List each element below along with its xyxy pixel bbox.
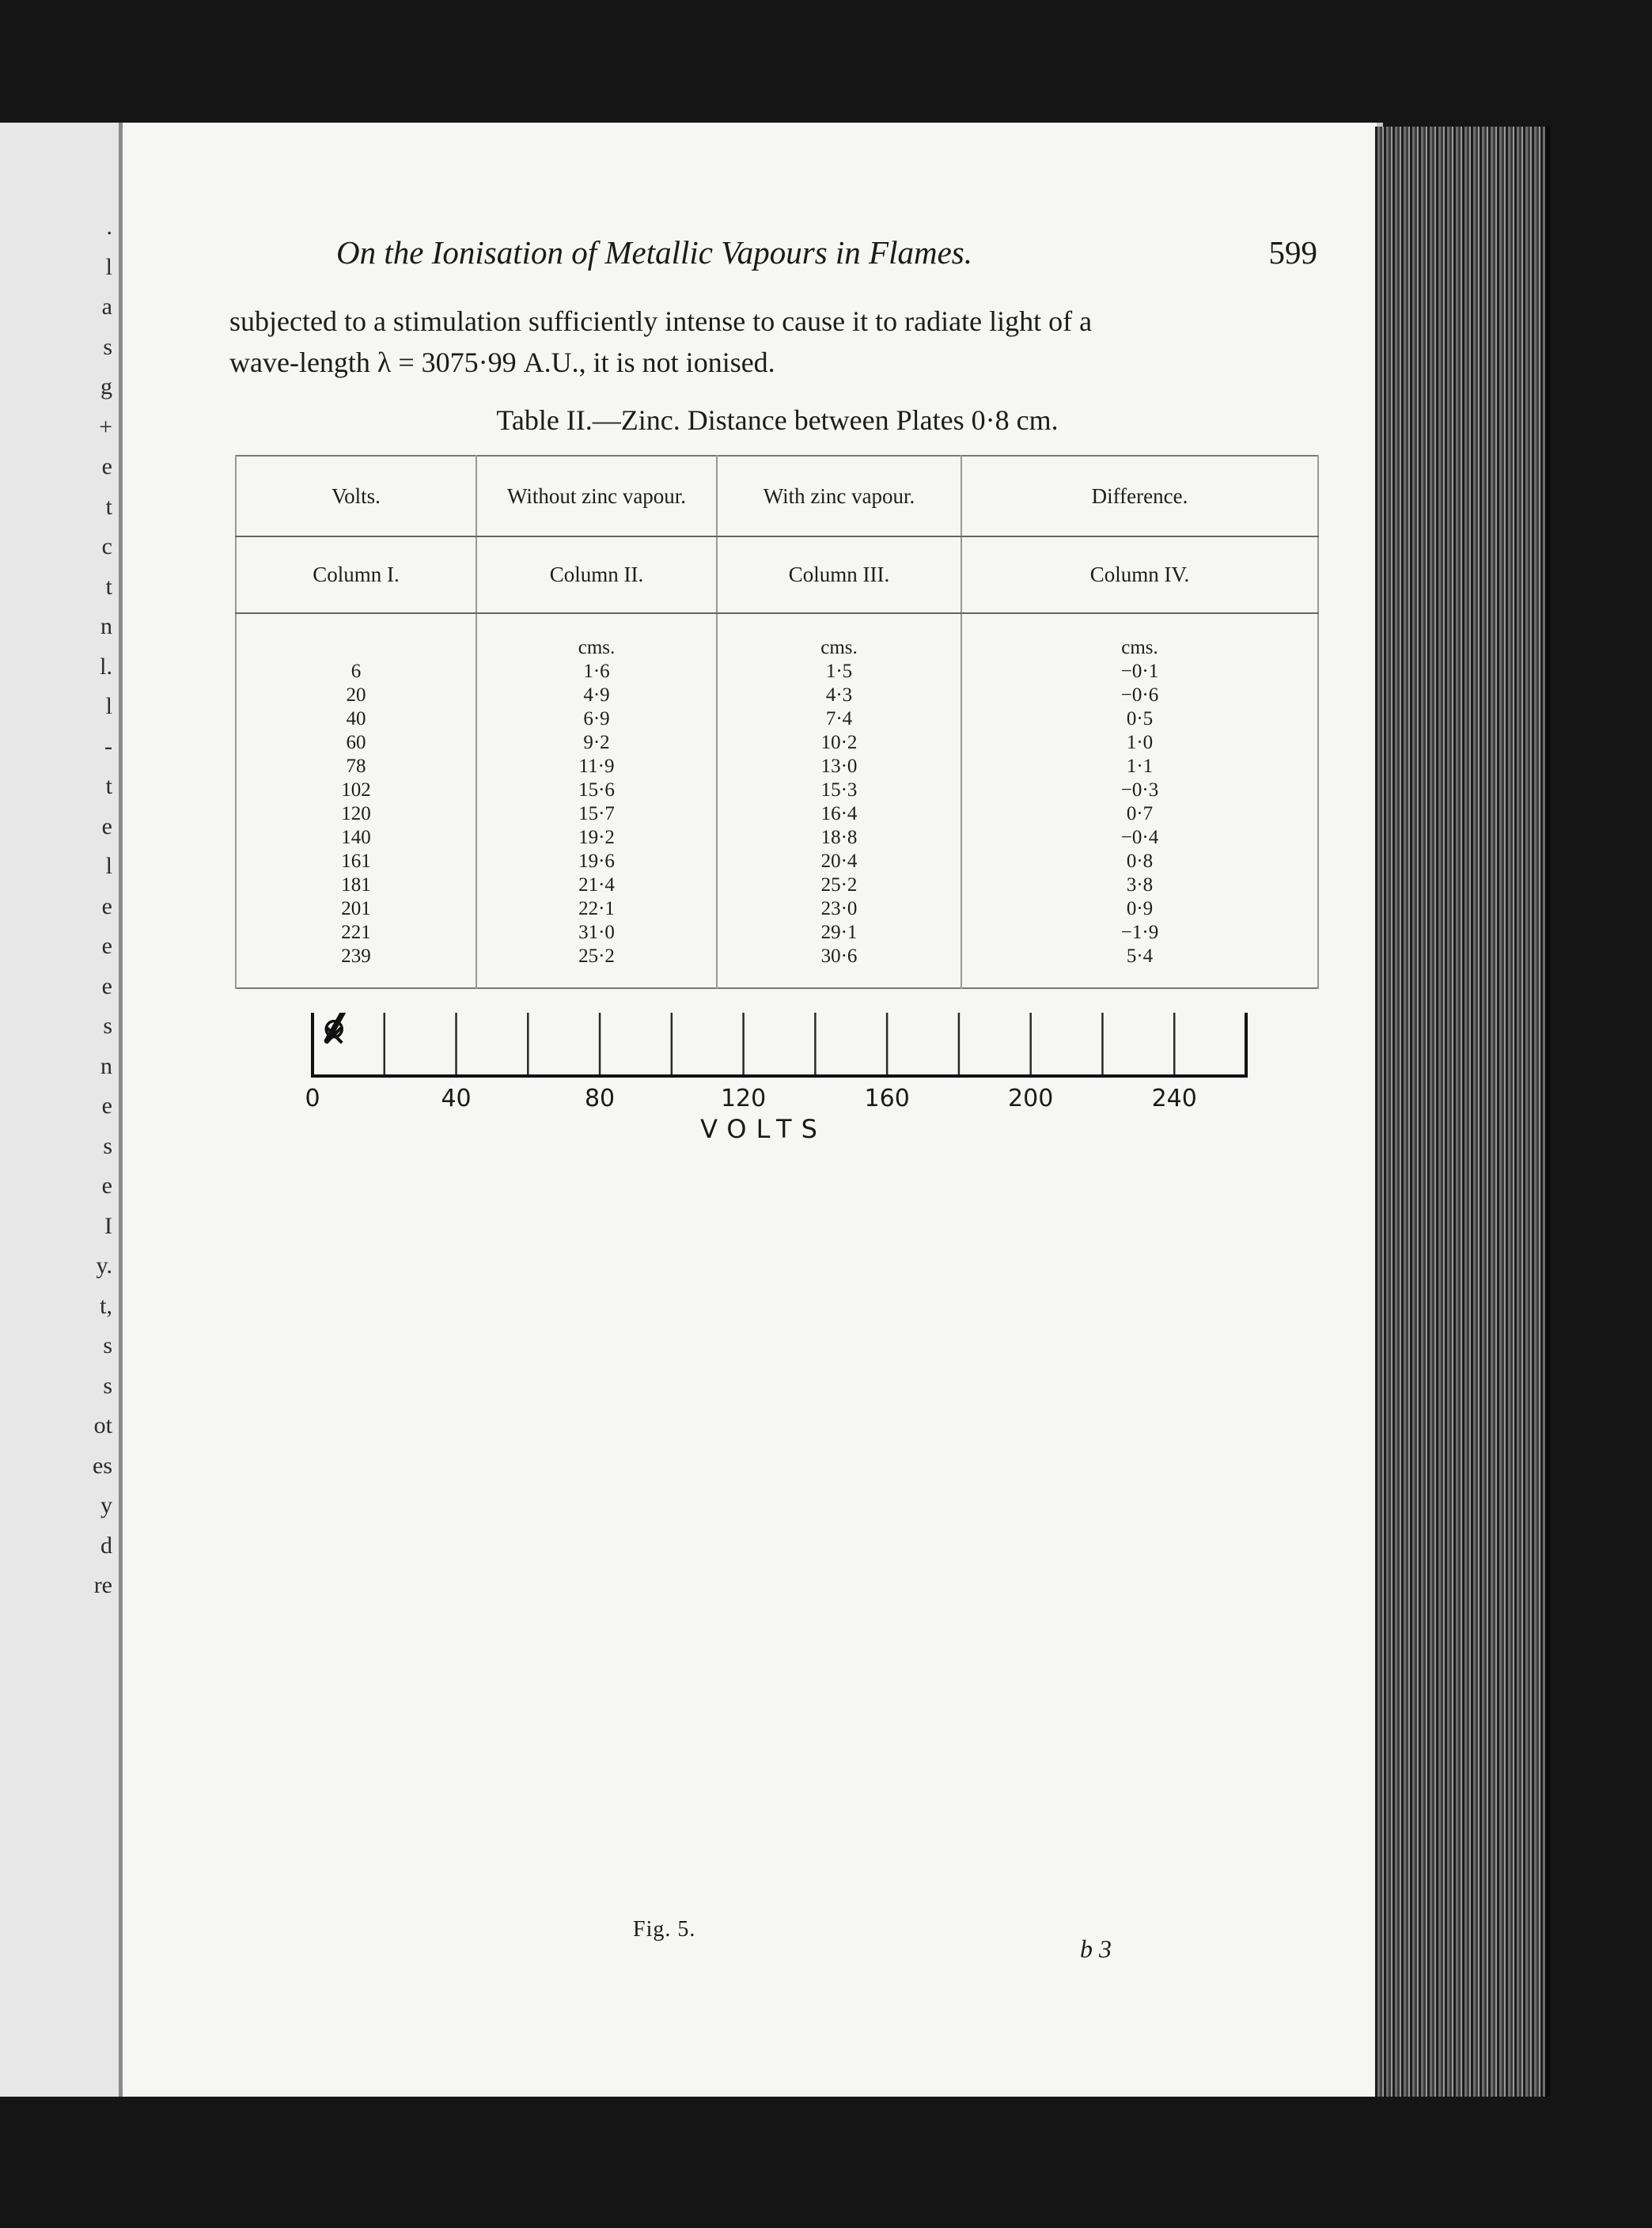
table-cell: 31·0 — [578, 922, 615, 943]
table-cell: 15·7 — [578, 803, 615, 824]
left-page-text-fragment: e — [101, 1093, 112, 1119]
table-cell: 140 — [341, 827, 371, 848]
left-page-text-fragment: e — [101, 972, 112, 999]
table-cell: 5·4 — [1126, 945, 1154, 967]
left-page-text-fragment: e — [101, 933, 112, 959]
table-cell: 22·1 — [578, 898, 615, 919]
table-cell: 1·6 — [583, 661, 610, 682]
table-cell: 19·6 — [578, 851, 615, 872]
table-cell: 13·0 — [820, 756, 858, 777]
left-page-text-fragment: ot — [93, 1412, 112, 1438]
table-cell: 201 — [341, 898, 371, 919]
left-page-text-fragment: I — [104, 1212, 112, 1239]
page-edges — [1375, 127, 1550, 2097]
table-cell: 23·0 — [820, 898, 858, 919]
table-cell: −0·4 — [1120, 827, 1159, 848]
table-cell: 0·5 — [1126, 708, 1154, 729]
table-cell: 78 — [346, 756, 366, 777]
left-page-text-fragment: t — [105, 493, 112, 520]
left-page-text-fragment: a — [101, 294, 112, 320]
zinc-chart — [218, 1013, 1357, 1915]
table-cell: 7·4 — [825, 708, 853, 729]
table-cell: 102 — [341, 779, 371, 801]
left-page-text-fragment: g — [100, 373, 112, 400]
left-page-text-fragment: . — [106, 214, 112, 240]
table-cell: −0·1 — [1120, 661, 1159, 682]
table-cell: 1·0 — [1126, 732, 1154, 753]
figure-caption: Fig. 5. — [633, 1917, 696, 1942]
x-tick-label: 0 — [305, 1085, 320, 1112]
table-cell: 15·6 — [578, 779, 615, 801]
left-page-text-fragment: es — [93, 1452, 112, 1479]
table-cell: 120 — [341, 803, 371, 824]
column-subheader: Column II. — [476, 536, 717, 613]
book-page — [123, 123, 1377, 2097]
left-page-text-fragment: l — [105, 693, 112, 719]
running-title: On the Ionisation of Metallic Vapours in Flames. — [336, 234, 972, 271]
left-page-text-fragment: n — [100, 613, 112, 639]
running-head — [336, 233, 1317, 281]
table-column — [236, 613, 476, 988]
left-page-text-fragment: s — [103, 1332, 112, 1358]
table-cell: 161 — [341, 851, 371, 872]
table-cell: −1·9 — [1120, 922, 1159, 943]
x-tick-label: 80 — [584, 1085, 616, 1112]
body-line: wave-length λ = 3075·99 A.U., it is not ionised. — [229, 347, 775, 378]
column-header: With zinc vapour. — [717, 456, 961, 536]
table-cell: 1·5 — [825, 661, 853, 682]
table-cell: 40 — [346, 708, 366, 729]
table-cell: 0·9 — [1126, 898, 1154, 919]
unit-label — [237, 636, 475, 660]
table-cell: 20 — [346, 684, 366, 706]
table-cell: 11·9 — [578, 756, 615, 777]
table-cell: 29·1 — [820, 922, 858, 943]
table-subheader-row — [236, 536, 1318, 613]
left-page-text-fragment: re — [93, 1572, 112, 1598]
left-page-text-fragment: s — [103, 1132, 112, 1159]
x-tick-label: 240 — [1151, 1085, 1197, 1112]
table-cell: −0·3 — [1120, 779, 1159, 801]
left-page-text-fragment: s — [103, 1372, 112, 1399]
left-page-text-fragment: c — [101, 533, 112, 559]
table-cell: 1·1 — [1126, 756, 1154, 777]
body-paragraph — [229, 301, 1325, 383]
table-cell: 25·2 — [820, 874, 858, 896]
column-subheader: Column I. — [236, 536, 476, 613]
x-tick-label: 40 — [441, 1085, 472, 1112]
table-cell: 21·4 — [578, 874, 615, 896]
table-cell: 4·3 — [825, 684, 853, 706]
table-cell: 10·2 — [820, 732, 858, 753]
table-cell: 19·2 — [578, 827, 615, 848]
table-cell: 0·7 — [1126, 803, 1154, 824]
table-cell: 60 — [346, 732, 366, 753]
column-subheader: Column IV. — [961, 536, 1318, 613]
table-cell: 16·4 — [820, 803, 858, 824]
x-axis-label: VOLTS — [700, 1114, 827, 1144]
table-cell: −0·6 — [1120, 684, 1159, 706]
body-line: subjected to a stimulation sufficiently intense to cause it to radiate light of a — [229, 305, 1093, 337]
table-body-row — [236, 613, 1318, 988]
table-column — [717, 613, 961, 988]
table-cell: 181 — [341, 874, 371, 896]
left-page-text-fragment: t — [105, 573, 112, 600]
left-page-text-fragment: + — [99, 413, 112, 440]
x-tick-label: 160 — [864, 1085, 910, 1112]
unit-label: cms. — [1121, 637, 1158, 658]
left-page-text-fragment: y. — [96, 1252, 112, 1279]
table-cell: 6 — [350, 661, 362, 682]
x-tick-label: 200 — [1008, 1085, 1054, 1112]
unit-label: cms. — [820, 637, 858, 658]
table-column — [476, 613, 717, 988]
left-page-text-fragment: y — [100, 1492, 112, 1518]
left-page-text-fragment: - — [104, 733, 112, 760]
left-page-text-fragment: e — [101, 813, 112, 839]
left-page-edge — [0, 123, 130, 2097]
column-subheader: Column III. — [717, 536, 961, 613]
column-header: Without zinc vapour. — [476, 456, 717, 536]
page-number: 599 — [1268, 234, 1317, 271]
table-cell: 20·4 — [820, 851, 858, 872]
left-page-text-fragment: e — [101, 1173, 112, 1199]
left-page-text-fragment: l. — [100, 653, 112, 680]
table-cell: 9·2 — [583, 732, 610, 753]
left-page-text-fragment: n — [100, 1052, 112, 1079]
left-page-text-fragment: e — [101, 453, 112, 479]
table-header-row — [236, 456, 1318, 536]
x-tick-label: 120 — [720, 1085, 767, 1112]
plot-frame — [313, 1013, 1246, 1076]
table-cell: 18·8 — [820, 827, 858, 848]
table-cell: 0·8 — [1126, 851, 1154, 872]
table-cell: 4·9 — [583, 684, 610, 706]
table-cell: 25·2 — [578, 945, 615, 967]
column-header: Difference. — [961, 456, 1318, 536]
table-cell: 30·6 — [820, 945, 858, 967]
table-cell: 221 — [341, 922, 371, 943]
left-page-text-fragment: e — [101, 892, 112, 919]
left-page-text-fragment: l — [105, 253, 112, 280]
table-cell: 239 — [341, 945, 371, 967]
left-page-text-fragment: t, — [100, 1292, 112, 1319]
table-cell: 3·8 — [1126, 874, 1154, 896]
left-page-text-fragment: l — [105, 853, 112, 879]
unit-label: cms. — [578, 637, 616, 658]
circle-data-point-center — [332, 1027, 336, 1031]
table-cell: 15·3 — [820, 779, 858, 801]
column-header: Volts. — [236, 456, 476, 536]
table-cell: 6·9 — [583, 708, 610, 729]
left-page-text-fragment: t — [105, 773, 112, 799]
table-caption: Table II.—Zinc. Distance between Plates 0·8 cm. — [496, 404, 1059, 436]
signature-mark: b 3 — [1080, 1934, 1112, 1963]
data-table — [235, 455, 1319, 989]
table-column — [961, 613, 1318, 988]
left-page-text-fragment: d — [100, 1532, 112, 1559]
left-page-text-fragment: s — [103, 333, 112, 360]
left-page-text-fragment: s — [103, 1013, 112, 1039]
